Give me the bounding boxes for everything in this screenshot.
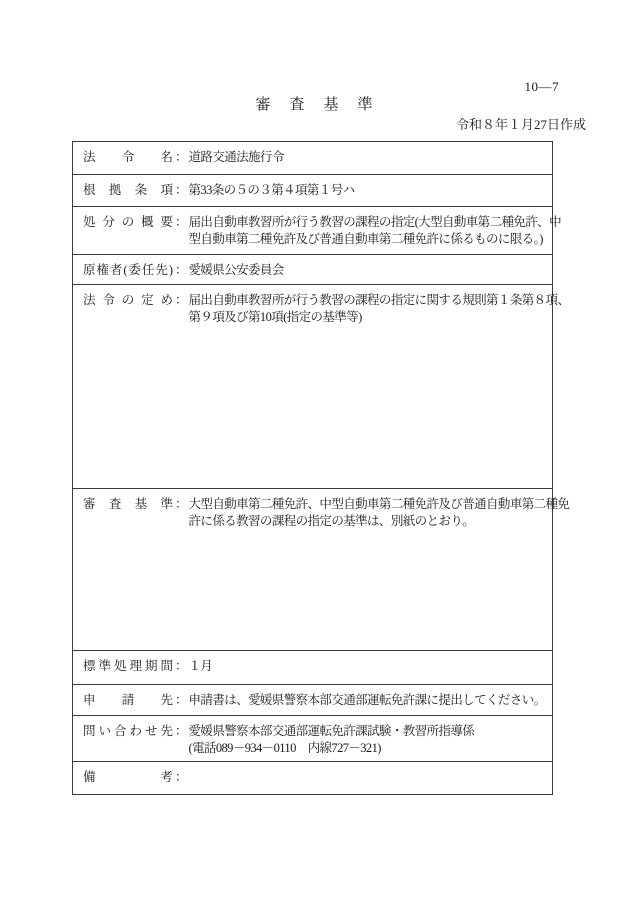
table-row-processing-period xyxy=(73,650,552,684)
row-label: 標準処理期間 xyxy=(83,659,173,673)
table-row-remarks xyxy=(73,761,552,794)
row-value xyxy=(188,496,570,530)
value-line: 愛媛県警察本部交通部運転免許課試験・教習所指導係 xyxy=(188,724,475,738)
value-line: 届出自動車教習所が行う教習の課程の指定(大型自動車第二種免許、中 xyxy=(188,215,561,229)
value-line: (電話089－934－0110 内線727－321) xyxy=(188,741,381,755)
row-label: 問い合わせ先 xyxy=(83,724,173,738)
label-colon: ： xyxy=(175,215,188,229)
row-label: 法令の定め xyxy=(83,293,173,307)
review-criteria-table xyxy=(72,141,570,795)
row-label: 原権者(委任先) xyxy=(83,263,173,277)
label-colon: ： xyxy=(175,770,188,784)
row-value xyxy=(189,149,546,166)
table-row-review-criteria xyxy=(73,488,570,650)
value-line: 届出自動車教習所が行う教習の課程の指定に関する規則第１条第８項、 xyxy=(188,293,570,307)
value-line: 第９項及び第10項(指定の基準等) xyxy=(188,310,362,324)
label-colon: ： xyxy=(175,263,188,277)
label-colon: ： xyxy=(175,724,188,738)
row-value xyxy=(189,262,546,279)
page-number: 10—7 xyxy=(524,79,559,94)
row-label: 法 令 名 xyxy=(83,150,173,164)
label-colon: ： xyxy=(175,150,188,164)
row-value xyxy=(189,658,546,675)
value-line: 道路交通法施行令 xyxy=(188,150,284,164)
value-line: １月 xyxy=(188,659,213,673)
label-colon: ： xyxy=(175,659,188,673)
table-row-original-authority xyxy=(73,254,552,284)
row-label: 審 査 基 準 xyxy=(83,497,173,511)
row-label: 申 請 先 xyxy=(83,693,173,707)
label-colon: ： xyxy=(175,497,188,511)
value-line: 型自動車第二種免許及び普通自動車第二種免許に係るものに限る。) xyxy=(188,232,543,246)
table-row-disposition-summary xyxy=(73,206,561,254)
table-row-application-destination xyxy=(73,684,552,715)
row-label: 処分の概要 xyxy=(83,215,173,229)
value-line: 許に係る教習の課程の指定の基準は、別紙のとおり。 xyxy=(188,514,475,528)
row-label: 根 拠 条 項 xyxy=(83,183,173,197)
row-value xyxy=(188,214,561,248)
table-row-contact xyxy=(73,715,552,761)
label-colon: ： xyxy=(175,693,188,707)
table-row-law-provision xyxy=(73,284,570,488)
table-row-law-name xyxy=(73,142,552,174)
value-line: 愛媛県公安委員会 xyxy=(188,263,284,277)
row-value xyxy=(189,182,546,199)
document-title: 審 査 基 準 xyxy=(255,97,375,113)
row-value xyxy=(189,723,546,757)
row-value xyxy=(188,292,570,326)
label-colon: ： xyxy=(175,183,188,197)
value-line: 申請書は、愛媛県警察本部交通部運転免許課に提出してください。 xyxy=(188,693,546,707)
value-line: 第33条の５の３第４項第１号ハ xyxy=(188,183,355,197)
row-label: 備 考 xyxy=(83,770,173,784)
label-colon: ： xyxy=(175,293,188,307)
value-line: 大型自動車第二種免許、中型自動車第二種免許及び普通自動車第二種免 xyxy=(188,497,570,511)
table-row-legal-basis xyxy=(73,174,552,206)
row-value xyxy=(189,692,546,709)
created-date: 令和８年１月27日作成 xyxy=(455,117,586,132)
